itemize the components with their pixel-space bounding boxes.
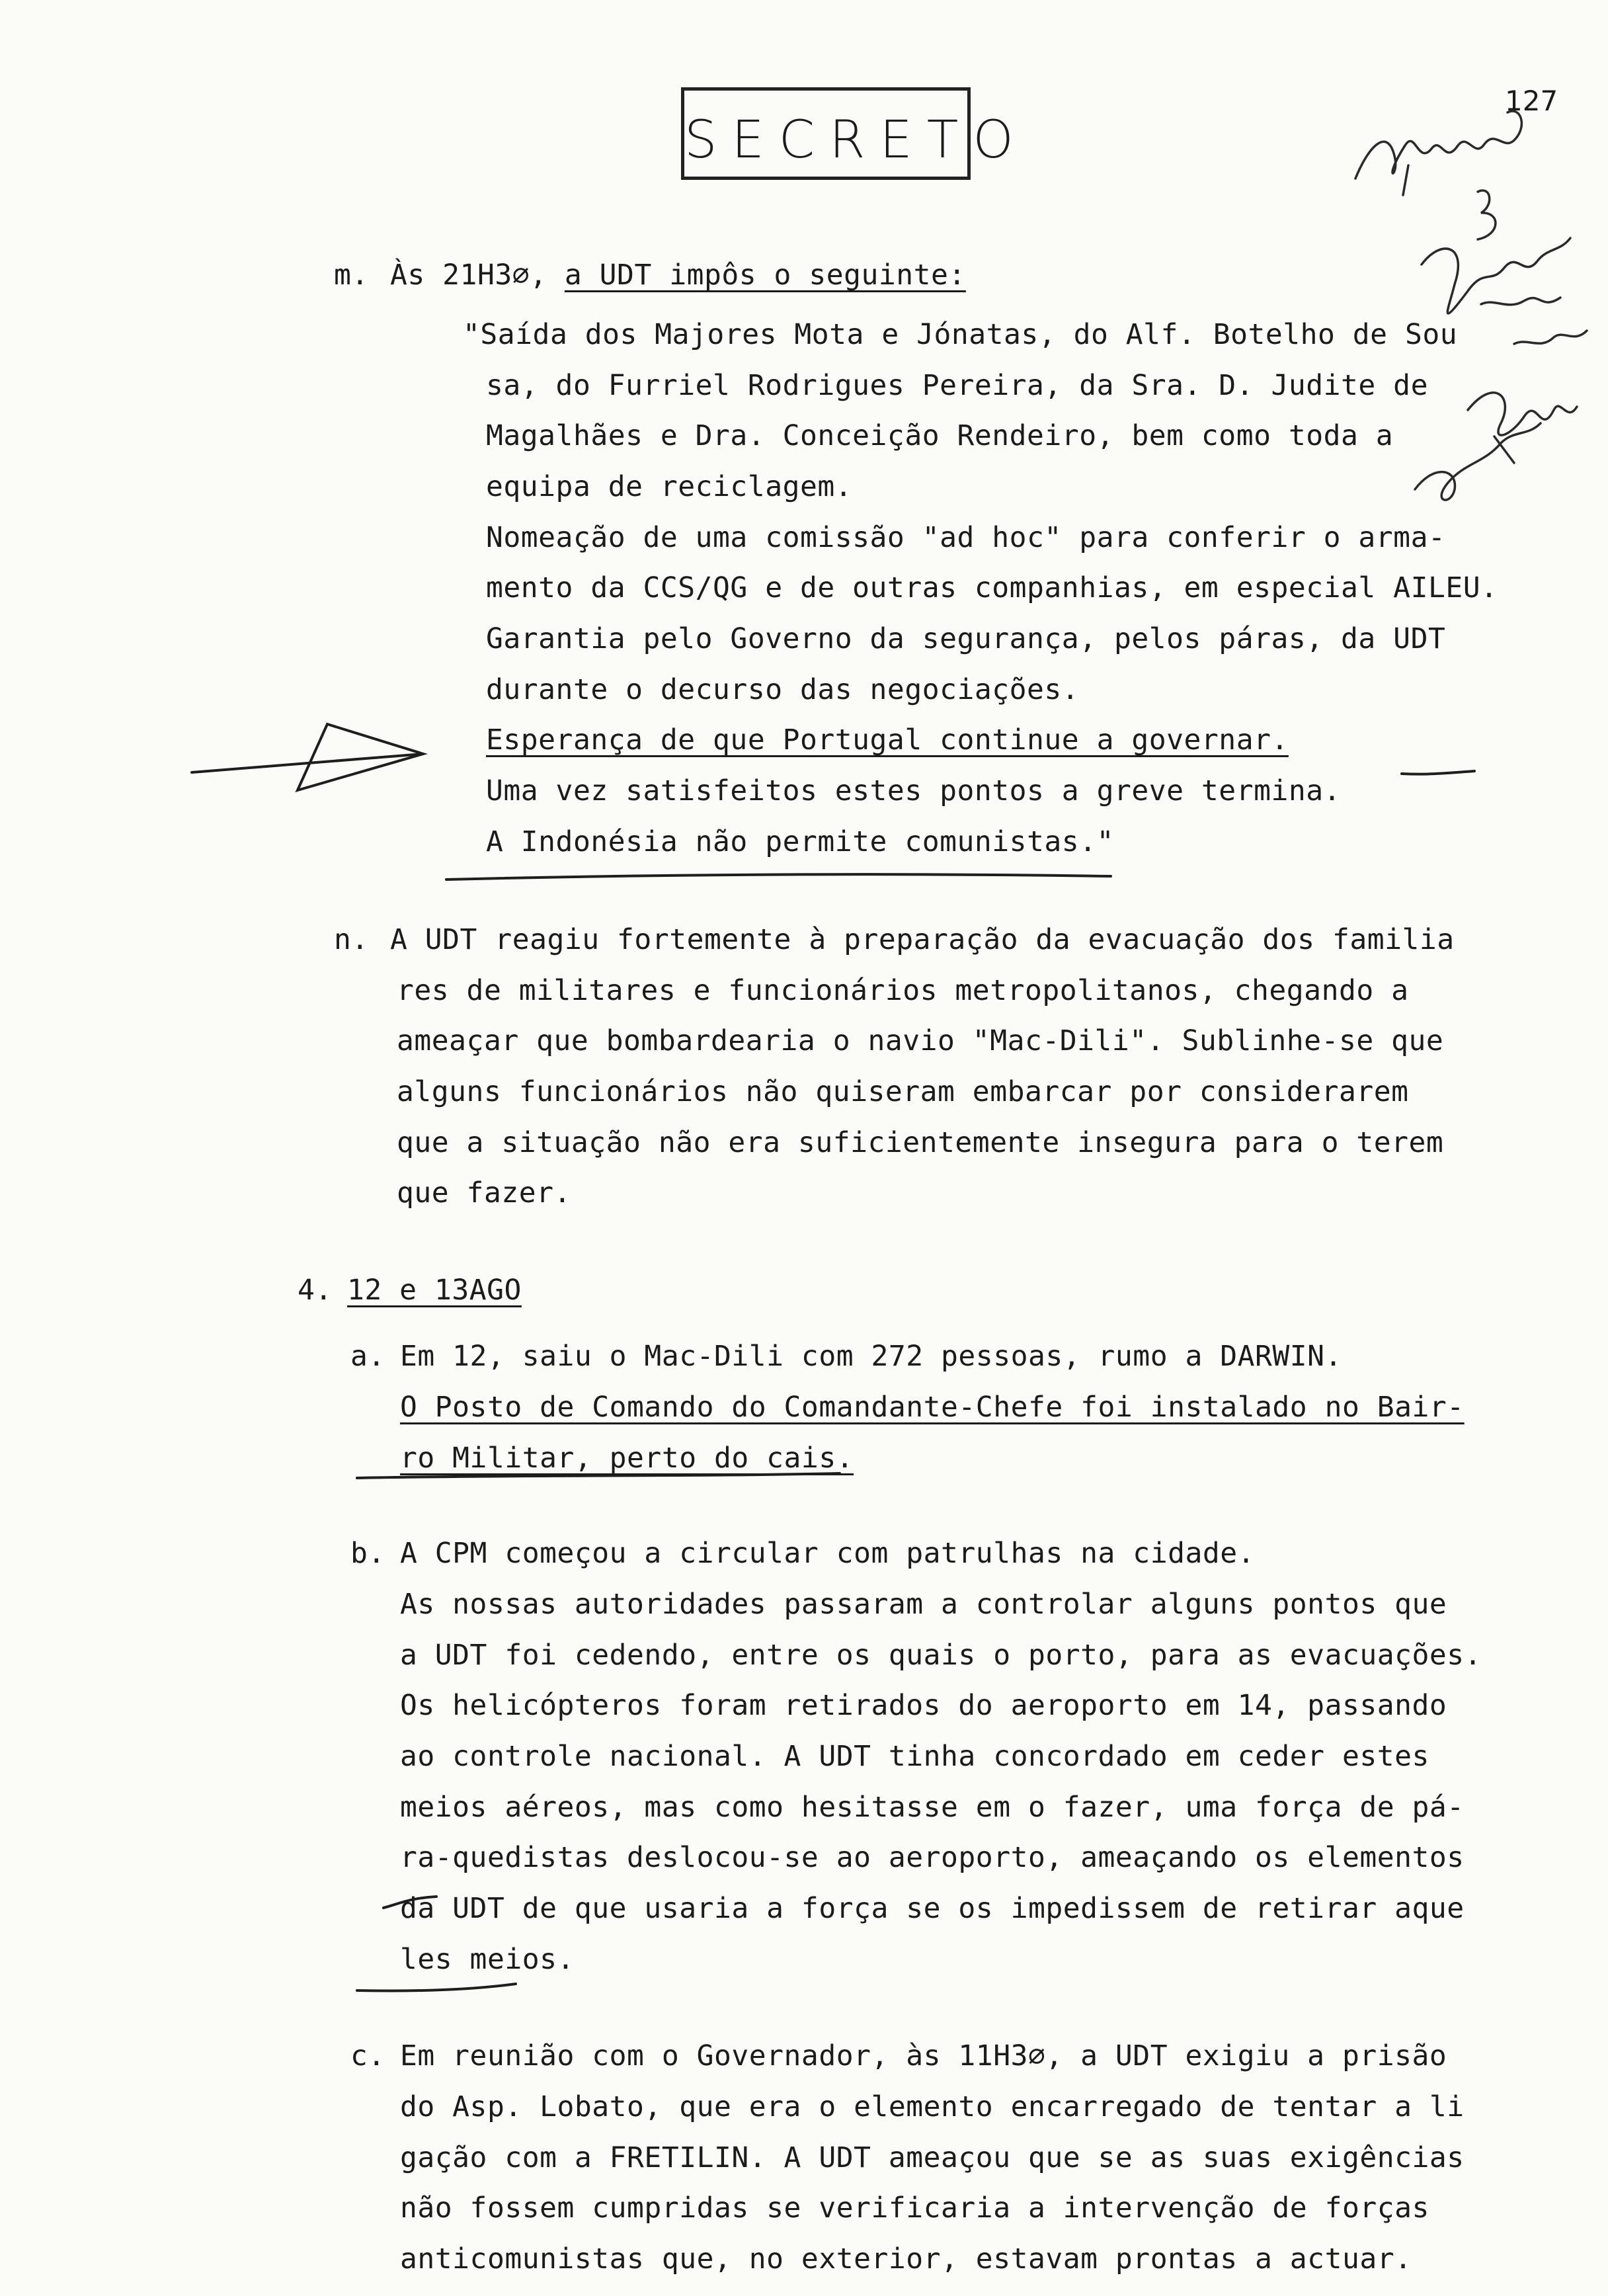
section-4-title: 12 e 13AGO (347, 1274, 522, 1307)
item-4c-line-3: gação com a FRETILIN. A UDT ameaçou que se as suas exigências (400, 2141, 1465, 2174)
item-4a-line-2: O Posto de Comando do Comandante-Chefe foi instalado no Bair- (400, 1391, 1465, 1424)
quote-line-2: sa, do Furriel Rodrigues Pereira, da Sra. D. Judite de (486, 369, 1428, 402)
item-4a-line-3: ro Militar, perto do cais. (400, 1442, 854, 1475)
quote-line-6: mento da CCS/QG e de outras companhias, em especial AILEU. (486, 571, 1498, 604)
item-4b-line-7: ra-quedistas deslocou-se ao aeroporto, ameaçando os elementos (400, 1841, 1465, 1874)
quote-line-8: durante o decurso das negociações. (486, 673, 1080, 706)
item-4b-line-3: a UDT foi cedendo, entre os quais o porto, para as evacuações. (400, 1639, 1482, 1672)
item-n-line-5: que a situação não era suficientemente insegura para o terem (397, 1126, 1444, 1159)
item-4c-marker: c. (350, 2039, 385, 2072)
item-m-marker: m. (334, 259, 369, 292)
item-4b-line-5: ao controle nacional. A UDT tinha concordado em ceder estes (400, 1740, 1429, 1773)
page-number: 127 (1505, 85, 1558, 117)
quote-line-11: A Indonésia não permite comunistas." (486, 825, 1114, 858)
item-4b-line-4: Os helicópteros foram retirados do aeroporto em 14, passando (400, 1689, 1447, 1722)
margin-arrow-icon (192, 724, 423, 790)
item-n-line-4: alguns funcionários não quiseram embarcar por considerarem (397, 1075, 1409, 1108)
item-4c-line-4: não fossem cumpridas se verificaria a intervenção de forças (400, 2192, 1429, 2225)
item-m-lead-text: Às 21H3∅, (390, 259, 565, 292)
quote-line-7: Garantia pelo Governo da segurança, pelos páras, da UDT (486, 622, 1446, 655)
item-4c-line-1: Em reunião com o Governador, às 11H3∅, a UDT exigiu a prisão (400, 2039, 1447, 2072)
quote-line-4: equipa de reciclagem. (486, 470, 853, 503)
quote-line-9: Esperança de que Portugal continue a governar. (486, 723, 1289, 757)
item-4a-marker: a. (350, 1340, 385, 1373)
item-4a-line-1: Em 12, saiu o Mac-Dili com 272 pessoas, rumo a DARWIN. (400, 1340, 1342, 1373)
item-n-marker: n. (334, 923, 369, 956)
item-4c-line-2: do Asp. Lobato, que era o elemento encarregado de tentar a li (400, 2090, 1465, 2123)
quote-line-1: "Saída dos Majores Mota e Jónatas, do Alf. Botelho de Sou (463, 318, 1458, 351)
quote-closing-line (446, 874, 1111, 880)
item-4b-line-9: les meios. (400, 1943, 575, 1976)
item-n-line-3: ameaçar que bombardearia o navio "Mac-Dili". Sublinhe-se que (397, 1024, 1444, 1057)
quote-line-10: Uma vez satisfeitos estes pontos a greve termina. (486, 774, 1342, 807)
stamp-text: SECRETO (684, 110, 1028, 170)
item-4b-line-8: da UDT de que usaria a força se os impedissem de retirar aque (400, 1892, 1465, 1925)
item-4b-marker: b. (350, 1537, 385, 1570)
item-n-line-2: res de militares e funcionários metropolitanos, chegando a (397, 974, 1409, 1007)
item-m-lead-underlined: a UDT impôs o seguinte: (564, 259, 966, 292)
item-4c-line-5: anticomunistas que, no exterior, estavam prontas a actuar. (400, 2242, 1412, 2276)
item-n-line-6: que fazer. (397, 1176, 571, 1210)
item-4b-line-6: meios aéreos, mas como hesitasse em o fazer, uma força de pá- (400, 1791, 1465, 1824)
quote-line-3: Magalhães e Dra. Conceição Rendeiro, bem como toda a (486, 419, 1394, 452)
item-4b-line-1: A CPM começou a circular com patrulhas na cidade. (400, 1537, 1256, 1570)
item-n-line-1: A UDT reagiu fortemente à preparação da evacuação dos familia (390, 923, 1455, 956)
quote-line-5: Nomeação de uma comissão "ad hoc" para conferir o arma- (486, 521, 1446, 554)
section-4-number: 4. (298, 1274, 333, 1307)
item-4b-line-2: As nossas autoridades passaram a controlar alguns pontos que (400, 1588, 1447, 1621)
